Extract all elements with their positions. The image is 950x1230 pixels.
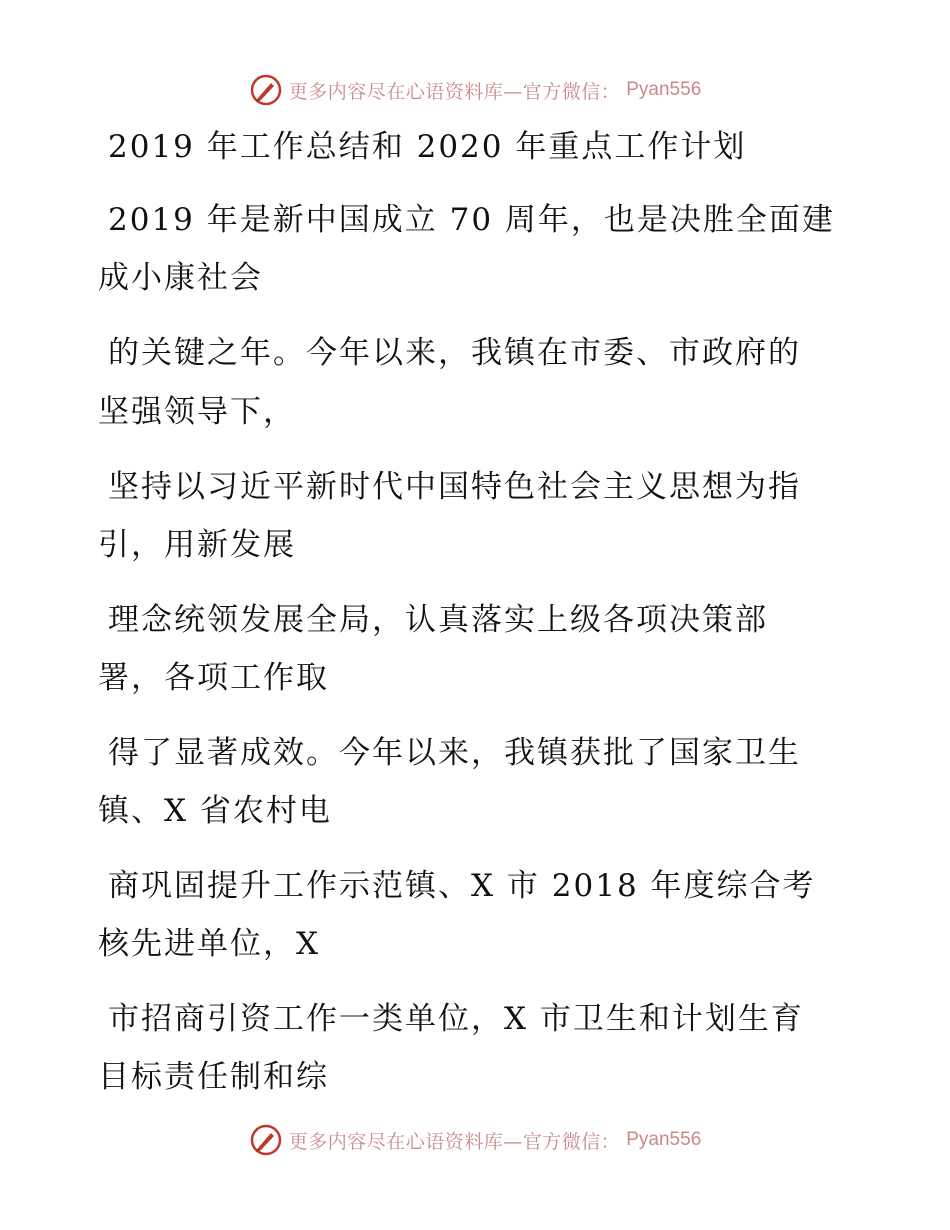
pen-logo-icon — [249, 73, 283, 107]
body-line: 2019 年是新中国成立 70 周年，也是决胜全面建 — [108, 202, 835, 238]
body-line: 目标责任制和综 — [98, 1059, 329, 1095]
watermark-text: 更多内容尽在心语资料库—官方微信： — [288, 1130, 621, 1153]
body-line: 理念统领发展全局，认真落实上级各项决策部 — [108, 602, 768, 638]
document-title: 2019 年工作总结和 2020 年重点工作计划 — [108, 129, 747, 165]
body-line: 核先进单位，X — [98, 926, 321, 962]
body-line: 商巩固提升工作示范镇、X 市 2018 年度综合考 — [108, 868, 816, 904]
watermark-wechat: Pyan556 — [626, 1129, 702, 1150]
body-line: 的关键之年。今年以来，我镇在市委、市政府的 — [108, 335, 801, 371]
body-line: 坚持以习近平新时代中国特色社会主义思想为指 — [108, 469, 801, 505]
body-line: 成小康社会 — [98, 260, 263, 296]
watermark-text: 更多内容尽在心语资料库—官方微信： — [288, 80, 621, 103]
watermark-footer — [0, 1120, 950, 1160]
watermark-header — [0, 70, 950, 110]
body-line: 市招商引资工作一类单位，X 市卫生和计划生育 — [108, 1001, 804, 1037]
body-line: 署，各项工作取 — [98, 660, 329, 696]
watermark-wechat: Pyan556 — [626, 79, 702, 100]
body-line: 镇、X 省农村电 — [98, 793, 332, 829]
pen-logo-icon — [249, 1123, 283, 1157]
body-line: 引，用新发展 — [98, 527, 296, 563]
body-line: 得了显著成效。今年以来，我镇获批了国家卫生 — [108, 735, 801, 771]
body-line: 坚强领导下， — [98, 394, 296, 430]
